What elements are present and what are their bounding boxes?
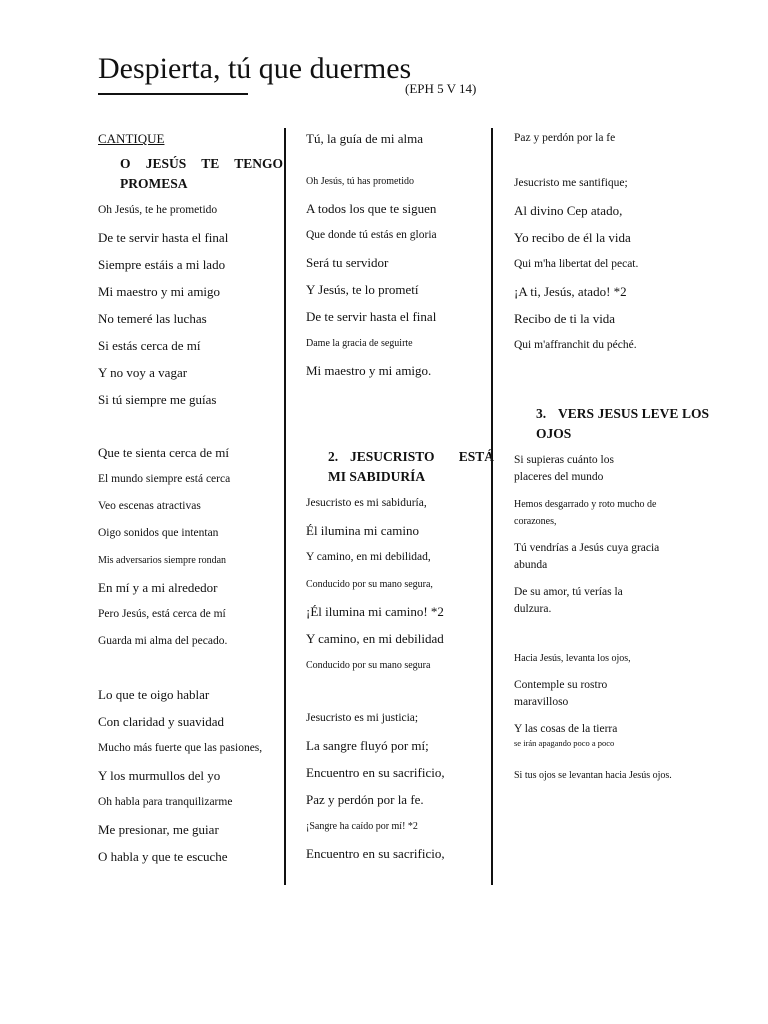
- lyric-line: Y los murmullos del yo: [98, 768, 221, 783]
- lyric-line: Conducido por su mano segura,: [306, 579, 433, 590]
- section-label: CANTIQUE: [98, 131, 165, 146]
- lyric-line: Siempre estáis a mi lado: [98, 257, 226, 272]
- lyric-line: Mi maestro y mi amigo: [98, 284, 221, 299]
- stanza-gap: [306, 684, 494, 710]
- hymn-2-title: JESUCRISTO ESTÁ MI SABIDURÍA: [328, 449, 494, 484]
- hymn-3-heading: [536, 404, 709, 444]
- hymn-3-stanza-1: [514, 452, 694, 618]
- lyric-line: Él ilumina mi camino: [306, 523, 420, 538]
- lyric-line: Y no voy a vagar: [98, 365, 188, 380]
- column-3: [514, 128, 709, 794]
- hymn-3-title: VERS JESUS LEVE LOS OJOS: [536, 406, 709, 441]
- lyric-line: Veo escenas atractivas: [98, 500, 201, 512]
- lyric-line: Tú, la guía de mi alma: [306, 131, 423, 146]
- lyric-line: Oh Jesús, te he prometido: [98, 204, 218, 216]
- lyric-line: Hemos desgarrado y roto mucho de corazones,: [514, 499, 657, 527]
- lyric-line: se irán apagando poco a poco: [514, 738, 615, 748]
- hymn-2-stanza-2: [306, 710, 494, 862]
- lyric-line: Con claridad y suavidad: [98, 714, 224, 729]
- lyric-line: Jesucristo es mi justicia;: [306, 712, 419, 724]
- lyric-line: Y las cosas de la tierra: [514, 723, 618, 735]
- lyric-line: Al divino Cep atado,: [514, 203, 623, 218]
- lyric-line: Qui m'ha libertat del pecat.: [514, 258, 639, 270]
- lyric-line: Y camino, en mi debilidad,: [306, 551, 431, 563]
- lyric-line: Si estás cerca de mí: [98, 338, 201, 353]
- lyric-line: Paz y perdón por la fe: [514, 132, 616, 144]
- lyric-line: Si tú siempre me guías: [98, 392, 217, 407]
- hymn-1-stanza-1: [98, 202, 283, 408]
- lyric-line: Me presionar, me guiar: [98, 822, 219, 837]
- lyric-line: El mundo siempre está cerca: [98, 473, 231, 485]
- lyric-line: Si tus ojos se levantan hacia Jesús ojos.: [514, 770, 672, 781]
- lyric-line: Tú vendrías a Jesús cuya gracia abunda: [514, 542, 660, 571]
- lyric-line: Yo recibo de él la vida: [514, 230, 631, 245]
- lyric-line: A todos los que te siguen: [306, 201, 437, 216]
- hymn-2-stanza-1: [306, 495, 494, 674]
- lyric-line: Recibo de ti la vida: [514, 311, 616, 326]
- lyric-line: Que donde tú estás en gloria: [306, 229, 437, 241]
- lyric-line: Jesucristo es mi sabiduría,: [306, 497, 427, 509]
- hymn-2-heading: [328, 447, 494, 487]
- lyric-line: Conducido por su mano segura: [306, 660, 431, 671]
- lyric-line: La sangre fluyó por mí;: [306, 738, 429, 753]
- page-title: Despierta, tú que duermes: [98, 52, 412, 85]
- lyric-line: Hacia Jesús, levanta los ojos,: [514, 653, 631, 664]
- lyric-line: Guarda mi alma del pecado.: [98, 635, 228, 647]
- lyric-line: Paz y perdón por la fe.: [306, 792, 424, 807]
- column-2: [306, 128, 494, 872]
- lyric-line: De su amor, tú verías la dulzura.: [514, 586, 623, 615]
- lyric-line: Qui m'affranchit du péché.: [514, 339, 637, 351]
- hymn-1-stanza-2: [98, 444, 283, 650]
- stanza-gap: [514, 628, 709, 650]
- lyric-line: ¡A ti, Jesús, atado! *2: [514, 284, 627, 299]
- lyric-line: Dame la gracia de seguirte: [306, 338, 413, 349]
- lyric-line: Oh habla para tranquilizarme: [98, 796, 233, 808]
- lyric-line: Mi maestro y mi amigo.: [306, 363, 432, 378]
- title-underline: [98, 93, 248, 95]
- lyric-line: Mucho más fuerte que las pasiones,: [98, 742, 263, 754]
- hymn-2-number: 2.: [328, 449, 339, 464]
- lyric-line: Jesucristo me santifique;: [514, 177, 628, 189]
- lyric-line: Y camino, en mi debilidad: [306, 631, 444, 646]
- lyric-line: ¡Él ilumina mi camino! *2: [306, 604, 444, 619]
- lyric-line: O habla y que te escuche: [98, 849, 228, 864]
- hymn-1-stanza-4: [306, 130, 494, 379]
- hymn-3-stanza-2: [514, 650, 694, 784]
- stanza-gap: [514, 364, 709, 404]
- column-divider-1: [284, 128, 286, 885]
- lyric-line: En mí y a mi alrededor: [98, 580, 218, 595]
- lyric-line: De te servir hasta el final: [98, 230, 229, 245]
- lyric-line: Lo que te oigo hablar: [98, 687, 210, 702]
- hymn-1-heading: O JESÚS TE TENGO PROMESA: [120, 156, 283, 191]
- lyric-line: De te servir hasta el final: [306, 309, 437, 324]
- lyric-line: Mis adversarios siempre rondan: [98, 555, 227, 566]
- lyric-line: Si supieras cuánto los placeres del mundo: [514, 454, 614, 483]
- lyric-line: No temeré las luchas: [98, 311, 207, 326]
- hymn-2-stanza-3: [514, 130, 709, 354]
- stanza-gap: [98, 660, 283, 686]
- scripture-reference: (EPH 5 V 14): [405, 81, 477, 96]
- column-1: [98, 128, 283, 875]
- lyric-line: Será tu servidor: [306, 255, 389, 270]
- hymn-1-stanza-3: [98, 686, 283, 865]
- lyric-line: Contemple su rostro maravilloso: [514, 679, 608, 708]
- stanza-gap: [98, 418, 283, 444]
- lyric-line: ¡Sangre ha caído por mí! *2: [306, 821, 418, 832]
- lyric-line: Encuentro en su sacrificio,: [306, 765, 445, 780]
- lyric-line: Pero Jesús, está cerca de mí: [98, 608, 226, 620]
- lyric-line: Encuentro en su sacrificio,: [306, 846, 445, 861]
- lyric-line: Oh Jesús, tú has prometido: [306, 176, 415, 187]
- hymn-3-number: 3.: [536, 406, 547, 421]
- stanza-gap: [306, 389, 494, 447]
- lyric-line: Que te sienta cerca de mí: [98, 445, 230, 460]
- lyric-line: Y Jesús, te lo prometí: [306, 282, 419, 297]
- lyric-line: Oigo sonidos que intentan: [98, 527, 219, 539]
